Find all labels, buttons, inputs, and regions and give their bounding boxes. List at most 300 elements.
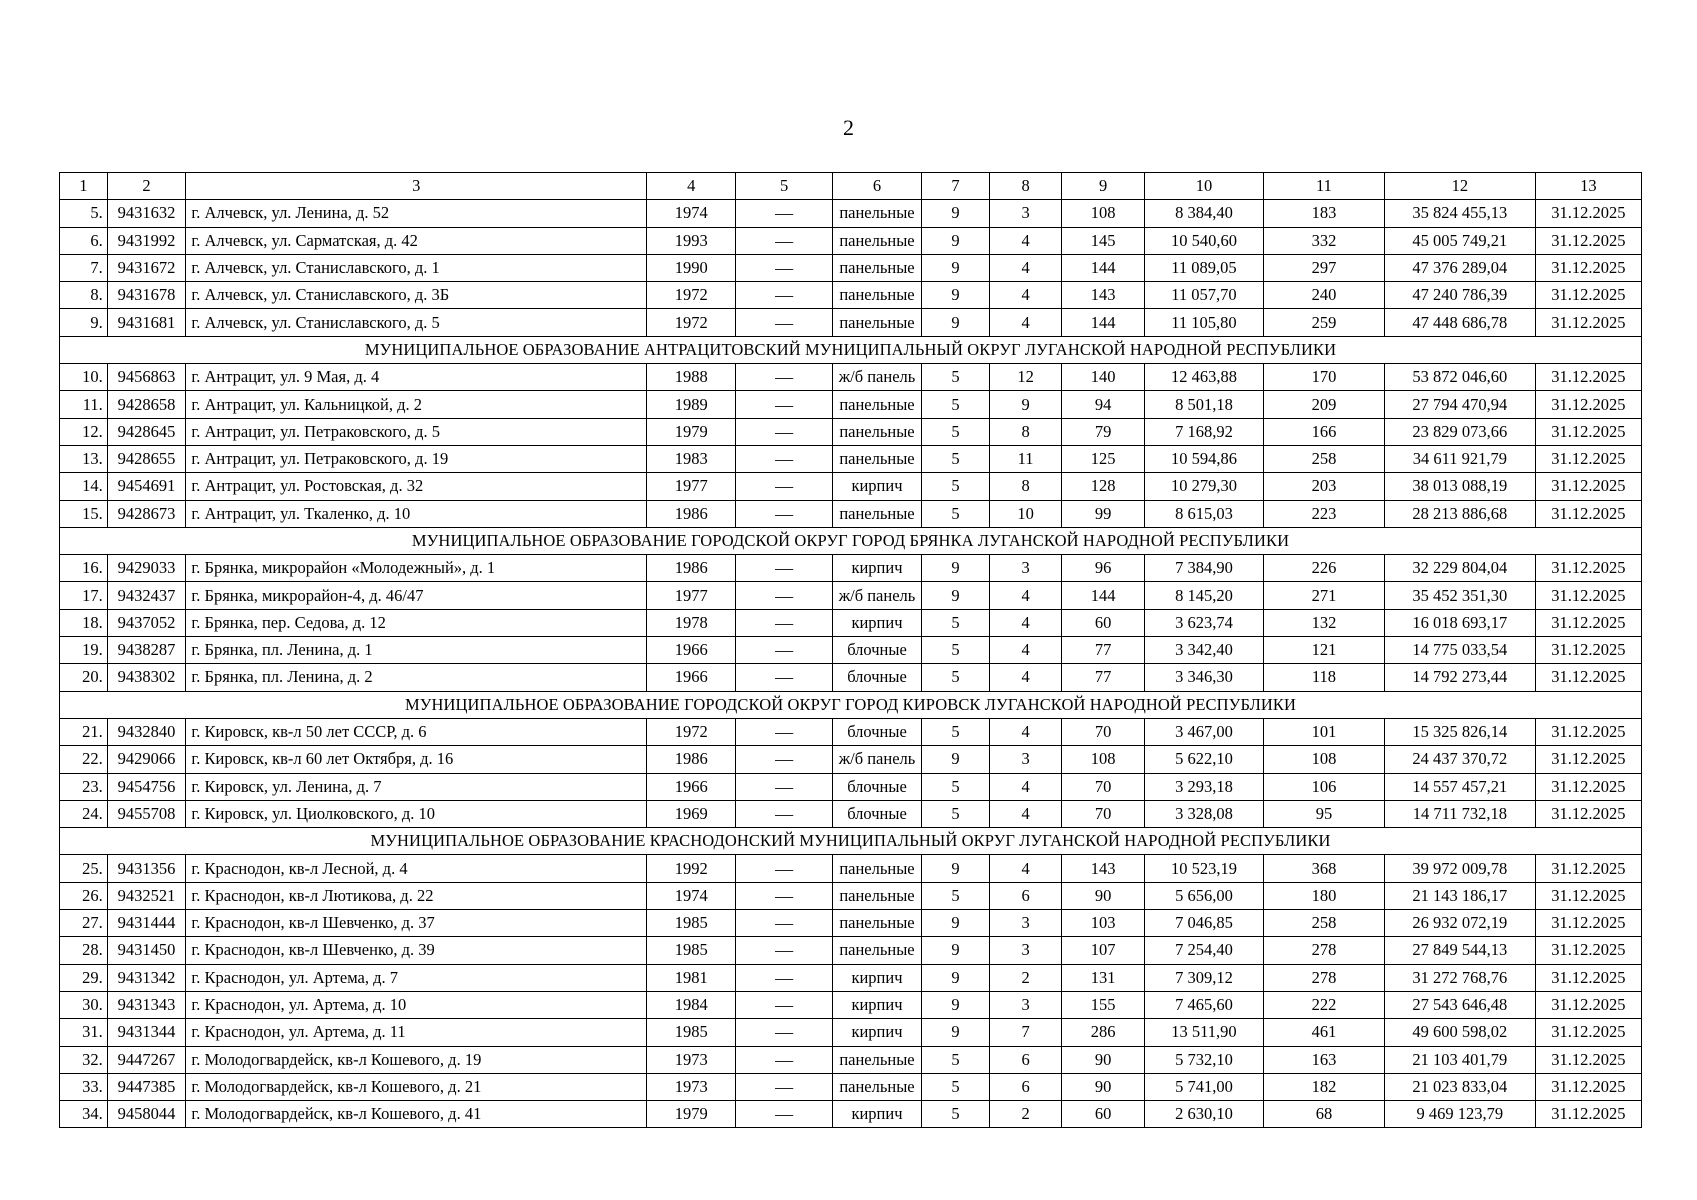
table-row	[60, 309, 1642, 336]
table-cell: ж/б панель	[832, 364, 921, 391]
table-cell: 15.	[60, 500, 108, 527]
table-cell: ж/б панель	[832, 582, 921, 609]
table-row	[60, 910, 1642, 937]
table-cell: 12	[990, 364, 1062, 391]
table-cell: 9432521	[107, 882, 186, 909]
table-row	[60, 964, 1642, 991]
table-cell: панельные	[832, 418, 921, 445]
section-row	[60, 691, 1642, 718]
table-cell: 27 794 470,94	[1384, 391, 1535, 418]
table-cell: —	[736, 254, 833, 281]
table-cell: 9431992	[107, 227, 186, 254]
table-cell: 10 523,19	[1145, 855, 1264, 882]
table-cell: 1972	[647, 282, 736, 309]
table-cell: 38 013 088,19	[1384, 473, 1535, 500]
table-cell: —	[736, 937, 833, 964]
table-cell: 132	[1263, 609, 1384, 636]
table-cell: 16.	[60, 555, 108, 582]
table-cell: кирпич	[832, 1019, 921, 1046]
table-cell: 9	[922, 964, 990, 991]
table-cell: г. Антрацит, ул. 9 Мая, д. 4	[186, 364, 647, 391]
table-cell: 9438287	[107, 637, 186, 664]
table-cell: 1986	[647, 555, 736, 582]
table-cell: 9458044	[107, 1101, 186, 1128]
table-cell: 31.12.2025	[1535, 254, 1641, 281]
table-cell: панельные	[832, 391, 921, 418]
table-row	[60, 200, 1642, 227]
table-cell: 1977	[647, 473, 736, 500]
table-cell: 5	[922, 500, 990, 527]
table-cell: —	[736, 200, 833, 227]
section-title: МУНИЦИПАЛЬНОЕ ОБРАЗОВАНИЕ ГОРОДСКОЙ ОКРУГ ГОРОД БРЯНКА ЛУГАНСКОЙ НАРОДНОЙ РЕСПУБЛИКИ	[60, 527, 1642, 554]
table-cell: 258	[1263, 445, 1384, 472]
table-row	[60, 937, 1642, 964]
table-cell: блочные	[832, 773, 921, 800]
table-cell: г. Краснодон, ул. Артема, д. 11	[186, 1019, 647, 1046]
table-cell: панельные	[832, 855, 921, 882]
table-cell: 9456863	[107, 364, 186, 391]
table-cell: панельные	[832, 882, 921, 909]
table-cell: 31.12.2025	[1535, 910, 1641, 937]
table-cell: 90	[1062, 882, 1145, 909]
table-cell: 9	[990, 391, 1062, 418]
table-cell: 31.	[60, 1019, 108, 1046]
table-row	[60, 1046, 1642, 1073]
table-cell: 5	[922, 1101, 990, 1128]
table-cell: 1985	[647, 910, 736, 937]
table-cell: 9	[922, 254, 990, 281]
table-row	[60, 391, 1642, 418]
table-cell: 9432437	[107, 582, 186, 609]
table-cell: 90	[1062, 1073, 1145, 1100]
table-cell: —	[736, 418, 833, 445]
table-row	[60, 582, 1642, 609]
table-cell: г. Алчевск, ул. Сарматская, д. 42	[186, 227, 647, 254]
table-cell: 144	[1062, 254, 1145, 281]
table-cell: —	[736, 309, 833, 336]
table-cell: блочные	[832, 637, 921, 664]
table-cell: блочные	[832, 718, 921, 745]
table-cell: 5 732,10	[1145, 1046, 1264, 1073]
table-cell: панельные	[832, 937, 921, 964]
table-cell: 140	[1062, 364, 1145, 391]
table-cell: 18.	[60, 609, 108, 636]
table-cell: 9431678	[107, 282, 186, 309]
table-cell: 1972	[647, 309, 736, 336]
table-cell: 79	[1062, 418, 1145, 445]
table-cell: кирпич	[832, 991, 921, 1018]
table-header-row	[60, 173, 1642, 200]
table-cell: 27 849 544,13	[1384, 937, 1535, 964]
table-cell: 32.	[60, 1046, 108, 1073]
table-cell: 31.12.2025	[1535, 800, 1641, 827]
header-cell: 3	[186, 173, 647, 200]
table-cell: 95	[1263, 800, 1384, 827]
table-cell: г. Кировск, ул. Циолковского, д. 10	[186, 800, 647, 827]
table-cell: блочные	[832, 664, 921, 691]
table-cell: г. Брянка, микрорайон-4, д. 46/47	[186, 582, 647, 609]
table-cell: г. Молодогвардейск, кв-л Кошевого, д. 21	[186, 1073, 647, 1100]
table-cell: 31.12.2025	[1535, 964, 1641, 991]
header-cell: 5	[736, 173, 833, 200]
table-cell: ж/б панель	[832, 746, 921, 773]
table-cell: г. Антрацит, ул. Ткаленко, д. 10	[186, 500, 647, 527]
table-row	[60, 418, 1642, 445]
table-cell: г. Кировск, кв-л 50 лет СССР, д. 6	[186, 718, 647, 745]
table-cell: 180	[1263, 882, 1384, 909]
table-cell: 31.12.2025	[1535, 937, 1641, 964]
table-cell: 17.	[60, 582, 108, 609]
table-cell: г. Алчевск, ул. Станиславского, д. 1	[186, 254, 647, 281]
table-cell: 3 293,18	[1145, 773, 1264, 800]
table-cell: 31.12.2025	[1535, 200, 1641, 227]
table-cell: 3	[990, 746, 1062, 773]
table-cell: 1984	[647, 991, 736, 1018]
table-cell: 2	[990, 964, 1062, 991]
table-cell: панельные	[832, 1073, 921, 1100]
table-cell: 4	[990, 637, 1062, 664]
table-cell: 9447385	[107, 1073, 186, 1100]
table-cell: 31.12.2025	[1535, 500, 1641, 527]
table-cell: 9428658	[107, 391, 186, 418]
table-cell: 7 465,60	[1145, 991, 1264, 1018]
table-cell: 31.12.2025	[1535, 473, 1641, 500]
table-cell: 5	[922, 773, 990, 800]
table-cell: 3	[990, 991, 1062, 1018]
table-cell: 14 792 273,44	[1384, 664, 1535, 691]
table-cell: г. Антрацит, ул. Петраковского, д. 5	[186, 418, 647, 445]
header-cell: 13	[1535, 173, 1641, 200]
table-cell: 9428645	[107, 418, 186, 445]
table-cell: 31.12.2025	[1535, 1073, 1641, 1100]
table-cell: 1985	[647, 1019, 736, 1046]
table-cell: —	[736, 718, 833, 745]
table-cell: 3	[990, 910, 1062, 937]
table-cell: —	[736, 391, 833, 418]
table-cell: —	[736, 882, 833, 909]
table-cell: 9431450	[107, 937, 186, 964]
table-cell: 128	[1062, 473, 1145, 500]
table-cell: 1992	[647, 855, 736, 882]
table-cell: 1989	[647, 391, 736, 418]
table-cell: 9	[922, 937, 990, 964]
table-cell: панельные	[832, 309, 921, 336]
table-cell: 31.12.2025	[1535, 418, 1641, 445]
header-cell: 12	[1384, 173, 1535, 200]
table-cell: 9428655	[107, 445, 186, 472]
table-cell: —	[736, 282, 833, 309]
table-cell: 183	[1263, 200, 1384, 227]
table-cell: 31.12.2025	[1535, 855, 1641, 882]
table-cell: 13.	[60, 445, 108, 472]
header-cell: 10	[1145, 173, 1264, 200]
table-cell: 11.	[60, 391, 108, 418]
table-cell: 31.12.2025	[1535, 991, 1641, 1018]
table-cell: 9	[922, 746, 990, 773]
table-cell: 5	[922, 718, 990, 745]
table-cell: 8	[990, 418, 1062, 445]
table-cell: 155	[1062, 991, 1145, 1018]
table-cell: 77	[1062, 664, 1145, 691]
table-cell: 99	[1062, 500, 1145, 527]
table-cell: панельные	[832, 227, 921, 254]
section-title: МУНИЦИПАЛЬНОЕ ОБРАЗОВАНИЕ ГОРОДСКОЙ ОКРУГ ГОРОД КИРОВСК ЛУГАНСКОЙ НАРОДНОЙ РЕСПУБЛИКИ	[60, 691, 1642, 718]
table-cell: —	[736, 609, 833, 636]
table-cell: 3 328,08	[1145, 800, 1264, 827]
table-cell: 332	[1263, 227, 1384, 254]
table-cell: 28 213 886,68	[1384, 500, 1535, 527]
table-cell: 27.	[60, 910, 108, 937]
table-cell: 3	[990, 937, 1062, 964]
table-cell: —	[736, 991, 833, 1018]
table-cell: 222	[1263, 991, 1384, 1018]
table-cell: г. Краснодон, кв-л Лесной, д. 4	[186, 855, 647, 882]
table-cell: панельные	[832, 200, 921, 227]
table-cell: блочные	[832, 800, 921, 827]
table-cell: г. Молодогвардейск, кв-л Кошевого, д. 19	[186, 1046, 647, 1073]
table-cell: 6.	[60, 227, 108, 254]
table-cell: 21 023 833,04	[1384, 1073, 1535, 1100]
table-cell: 258	[1263, 910, 1384, 937]
table-cell: 259	[1263, 309, 1384, 336]
table-cell: —	[736, 473, 833, 500]
table-cell: 3	[990, 200, 1062, 227]
table-cell: 9431672	[107, 254, 186, 281]
section-row	[60, 527, 1642, 554]
table-cell: 24.	[60, 800, 108, 827]
table-cell: 5	[922, 473, 990, 500]
table-cell: 23.	[60, 773, 108, 800]
table-row	[60, 718, 1642, 745]
table-cell: 31.12.2025	[1535, 882, 1641, 909]
table-cell: 16 018 693,17	[1384, 609, 1535, 636]
table-cell: 7 309,12	[1145, 964, 1264, 991]
table-cell: 3 342,40	[1145, 637, 1264, 664]
table-cell: 103	[1062, 910, 1145, 937]
table-cell: 21.	[60, 718, 108, 745]
table-cell: 27 543 646,48	[1384, 991, 1535, 1018]
table-cell: 9429066	[107, 746, 186, 773]
table-cell: —	[736, 1073, 833, 1100]
table-row	[60, 1019, 1642, 1046]
table-row	[60, 637, 1642, 664]
table-cell: г. Антрацит, ул. Петраковского, д. 19	[186, 445, 647, 472]
table-cell: 15 325 826,14	[1384, 718, 1535, 745]
table-row	[60, 855, 1642, 882]
table-cell: 3 467,00	[1145, 718, 1264, 745]
table-cell: —	[736, 364, 833, 391]
table-cell: 7 168,92	[1145, 418, 1264, 445]
table-row	[60, 227, 1642, 254]
table-cell: 1986	[647, 746, 736, 773]
header-cell: 4	[647, 173, 736, 200]
table-cell: 22.	[60, 746, 108, 773]
table-cell: —	[736, 1101, 833, 1128]
table-cell: 101	[1263, 718, 1384, 745]
table-cell: 70	[1062, 800, 1145, 827]
table-cell: 77	[1062, 637, 1145, 664]
table-cell: 203	[1263, 473, 1384, 500]
table-cell: 108	[1263, 746, 1384, 773]
table-cell: 31.12.2025	[1535, 445, 1641, 472]
table-cell: 31.12.2025	[1535, 773, 1641, 800]
table-cell: 368	[1263, 855, 1384, 882]
table-cell: 9437052	[107, 609, 186, 636]
table-cell: 31.12.2025	[1535, 227, 1641, 254]
table-cell: 32 229 804,04	[1384, 555, 1535, 582]
table-cell: 5	[922, 1073, 990, 1100]
table-cell: г. Алчевск, ул. Станиславского, д. 3Б	[186, 282, 647, 309]
table-cell: кирпич	[832, 473, 921, 500]
table-cell: 4	[990, 609, 1062, 636]
table-cell: 31.12.2025	[1535, 1101, 1641, 1128]
section-title: МУНИЦИПАЛЬНОЕ ОБРАЗОВАНИЕ АНТРАЦИТОВСКИЙ МУНИЦИПАЛЬНЫЙ ОКРУГ ЛУГАНСКОЙ НАРОДНОЙ РЕСПУБЛИКИ	[60, 336, 1642, 363]
table-cell: 47 240 786,39	[1384, 282, 1535, 309]
table-cell: 226	[1263, 555, 1384, 582]
table-cell: г. Брянка, микрорайон «Молодежный», д. 1	[186, 555, 647, 582]
table-cell: 145	[1062, 227, 1145, 254]
table-cell: 131	[1062, 964, 1145, 991]
table-cell: 297	[1263, 254, 1384, 281]
table-row	[60, 500, 1642, 527]
table-cell: 7 384,90	[1145, 555, 1264, 582]
table-cell: 4	[990, 664, 1062, 691]
table-cell: 31.12.2025	[1535, 391, 1641, 418]
table-cell: 5	[922, 364, 990, 391]
table-cell: —	[736, 1019, 833, 1046]
table-cell: 9	[922, 555, 990, 582]
table-cell: 11	[990, 445, 1062, 472]
table-cell: 4	[990, 718, 1062, 745]
table-cell: 1990	[647, 254, 736, 281]
table-cell: 20.	[60, 664, 108, 691]
table-cell: —	[736, 445, 833, 472]
table-cell: 1979	[647, 1101, 736, 1128]
table-cell: 278	[1263, 937, 1384, 964]
table-cell: 5	[922, 637, 990, 664]
table-cell: 31.12.2025	[1535, 309, 1641, 336]
table-cell: 4	[990, 254, 1062, 281]
table-cell: 8 384,40	[1145, 200, 1264, 227]
table-cell: 1988	[647, 364, 736, 391]
table-cell: 49 600 598,02	[1384, 1019, 1535, 1046]
table-cell: 31 272 768,76	[1384, 964, 1535, 991]
table-cell: —	[736, 500, 833, 527]
table-row	[60, 473, 1642, 500]
page-number: 2	[843, 115, 854, 140]
table-cell: 33.	[60, 1073, 108, 1100]
table-cell: 10 540,60	[1145, 227, 1264, 254]
table-cell: 3 623,74	[1145, 609, 1264, 636]
table-cell: г. Краснодон, кв-л Лютикова, д. 22	[186, 882, 647, 909]
table-row	[60, 1101, 1642, 1128]
table-cell: —	[736, 746, 833, 773]
table-cell: 1981	[647, 964, 736, 991]
table-cell: 144	[1062, 309, 1145, 336]
table-cell: 1986	[647, 500, 736, 527]
table-cell: 9431344	[107, 1019, 186, 1046]
table-cell: 1979	[647, 418, 736, 445]
table-row	[60, 991, 1642, 1018]
table-cell: 2 630,10	[1145, 1101, 1264, 1128]
table-cell: г. Брянка, пер. Седова, д. 12	[186, 609, 647, 636]
table-cell: 3 346,30	[1145, 664, 1264, 691]
table-cell: 9	[922, 855, 990, 882]
table-cell: 8.	[60, 282, 108, 309]
table-cell: 121	[1263, 637, 1384, 664]
table-cell: панельные	[832, 445, 921, 472]
table-cell: 12.	[60, 418, 108, 445]
table-cell: 125	[1062, 445, 1145, 472]
table-row	[60, 800, 1642, 827]
table-row	[60, 746, 1642, 773]
table-cell: 1974	[647, 200, 736, 227]
table-cell: 4	[990, 309, 1062, 336]
table-cell: 143	[1062, 282, 1145, 309]
table-cell: 5 622,10	[1145, 746, 1264, 773]
table-cell: 9	[922, 227, 990, 254]
table-cell: г. Брянка, пл. Ленина, д. 2	[186, 664, 647, 691]
table-row	[60, 664, 1642, 691]
table-cell: г. Краснодон, кв-л Шевченко, д. 37	[186, 910, 647, 937]
table-cell: 9429033	[107, 555, 186, 582]
housing-table	[59, 172, 1642, 1128]
table-cell: 21 103 401,79	[1384, 1046, 1535, 1073]
table-cell: 9	[922, 1019, 990, 1046]
table-cell: 14.	[60, 473, 108, 500]
table-cell: 8 501,18	[1145, 391, 1264, 418]
table-cell: 9431632	[107, 200, 186, 227]
table-cell: 166	[1263, 418, 1384, 445]
table-cell: 223	[1263, 500, 1384, 527]
header-cell: 8	[990, 173, 1062, 200]
table-cell: 31.12.2025	[1535, 555, 1641, 582]
table-cell: 10.	[60, 364, 108, 391]
table-cell: 31.12.2025	[1535, 364, 1641, 391]
table-cell: 7.	[60, 254, 108, 281]
table-cell: панельные	[832, 910, 921, 937]
table-cell: 26.	[60, 882, 108, 909]
table-cell: —	[736, 964, 833, 991]
table-cell: 5 741,00	[1145, 1073, 1264, 1100]
table-cell: 9428673	[107, 500, 186, 527]
table-cell: кирпич	[832, 964, 921, 991]
table-cell: 70	[1062, 718, 1145, 745]
table-cell: —	[736, 773, 833, 800]
table-cell: 96	[1062, 555, 1145, 582]
table-cell: 7 046,85	[1145, 910, 1264, 937]
table-cell: г. Алчевск, ул. Ленина, д. 52	[186, 200, 647, 227]
table-cell: г. Молодогвардейск, кв-л Кошевого, д. 41	[186, 1101, 647, 1128]
table-cell: г. Антрацит, ул. Кальницкой, д. 2	[186, 391, 647, 418]
table-cell: 1978	[647, 609, 736, 636]
table-cell: 5 656,00	[1145, 882, 1264, 909]
table-cell: 1972	[647, 718, 736, 745]
table-cell: 26 932 072,19	[1384, 910, 1535, 937]
table-cell: панельные	[832, 500, 921, 527]
table-cell: 2	[990, 1101, 1062, 1128]
table-cell: 9431444	[107, 910, 186, 937]
header-cell: 2	[107, 173, 186, 200]
table-cell: 10 279,30	[1145, 473, 1264, 500]
table-cell: 13 511,90	[1145, 1019, 1264, 1046]
table-cell: 5	[922, 882, 990, 909]
table-cell: 9.	[60, 309, 108, 336]
table-cell: 9	[922, 282, 990, 309]
table-cell: 107	[1062, 937, 1145, 964]
table-cell: панельные	[832, 1046, 921, 1073]
header-cell: 11	[1263, 173, 1384, 200]
